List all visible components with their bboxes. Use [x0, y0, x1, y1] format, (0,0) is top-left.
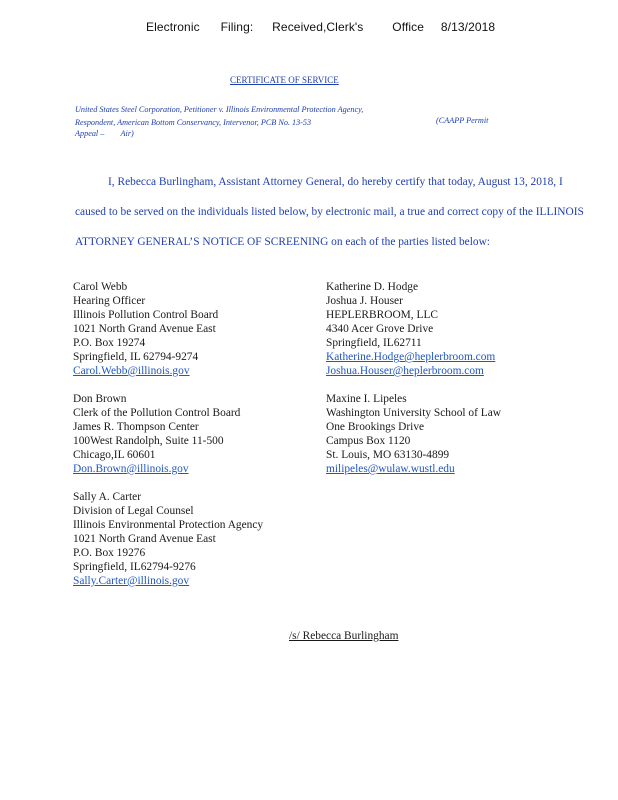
party-line: Katherine D. Hodge	[326, 281, 419, 293]
party-line: Campus Box 1120	[326, 435, 411, 447]
party-line: 1021 North Grand Avenue East	[73, 533, 216, 545]
party-line: Chicago,IL 60601	[73, 449, 156, 461]
party-line: St. Louis, MO 63130-4899	[326, 449, 450, 461]
party-line: Springfield, IL62794-9276	[73, 561, 196, 573]
party-line: 4340 Acer Grove Drive	[326, 323, 434, 335]
filing-received: Received,Clerk's	[272, 20, 364, 34]
party-line: Don Brown	[73, 393, 127, 405]
party-line: One Brookings Drive	[326, 421, 425, 433]
email-link-carter[interactable]: Sally.Carter@illinois.gov	[73, 575, 190, 587]
caption-line-1: United States Steel Corporation, Petitioner v. Illinois Environmental Protection Agency,	[75, 105, 364, 114]
party-carol-webb	[73, 280, 218, 378]
caption-line-3: Appeal – Air)	[75, 129, 134, 138]
email-link-brown[interactable]: Don.Brown@illinois.gov	[73, 463, 189, 475]
signature-line: /s/ Rebecca Burlingham	[289, 630, 399, 642]
party-line: Springfield, IL62711	[326, 337, 422, 349]
party-line: 100West Randolph, Suite 11-500	[73, 435, 224, 447]
signature-block	[289, 630, 398, 642]
email-link-webb[interactable]: Carol.Webb@illinois.gov	[73, 365, 190, 377]
party-line: Illinois Environmental Protection Agency	[73, 519, 264, 531]
party-line: Division of Legal Counsel	[73, 505, 194, 517]
party-sally-carter	[73, 490, 263, 588]
party-line: Carol Webb	[73, 281, 128, 293]
party-hodge-houser	[326, 280, 495, 378]
filing-date: 8/13/2018	[440, 20, 496, 34]
email-link-lipeles[interactable]: milipeles@wulaw.wustl.edu	[326, 463, 455, 475]
caption-line-2-right: (CAAPP Permit	[436, 116, 489, 125]
party-line: James R. Thompson Center	[73, 421, 199, 433]
party-line: 1021 North Grand Avenue East	[73, 323, 216, 335]
party-line: P.O. Box 19276	[73, 547, 146, 559]
party-line: P.O. Box 19274	[73, 337, 146, 349]
party-line: HEPLERBROOM, LLC	[326, 309, 439, 321]
party-line: Washington University School of Law	[326, 407, 501, 419]
email-link-houser[interactable]: Joshua.Houser@heplerbroom.com	[326, 365, 484, 377]
party-line: Hearing Officer	[73, 295, 146, 307]
party-line: Springfield, IL 62794-9274	[73, 351, 199, 363]
certification-paragraph	[75, 167, 595, 257]
party-line: Illinois Pollution Control Board	[73, 309, 219, 321]
party-line: Joshua J. Houser	[326, 295, 403, 307]
filing-electronic: Electronic	[146, 20, 200, 34]
email-link-hodge[interactable]: Katherine.Hodge@heplerbroom.com	[326, 351, 496, 363]
caption-line-2: Respondent, American Bottom Conservancy, Intervenor, PCB No. 13-53	[75, 118, 312, 127]
certification-text: I, Rebecca Burlingham, Assistant Attorney General, do hereby certify that today, August 13, 2018, I caused to be served on the individuals listed below, by electronic mail, a true and correct copy of the ILLINOIS ATTORNEY GENERAL’S NOTICE OF SCREENING on each of the parties listed below:	[75, 176, 584, 248]
certificate-title: CERTIFICATE OF SERVICE	[230, 75, 339, 85]
filing-stamp-header	[146, 20, 495, 34]
party-line: Sally A. Carter	[73, 491, 142, 503]
filing-office: Office	[392, 20, 425, 34]
filing-filing: Filing:	[220, 20, 254, 34]
party-line: Maxine I. Lipeles	[326, 393, 407, 405]
party-line: Clerk of the Pollution Control Board	[73, 407, 241, 419]
party-maxine-lipeles	[326, 392, 501, 476]
party-don-brown	[73, 392, 240, 476]
